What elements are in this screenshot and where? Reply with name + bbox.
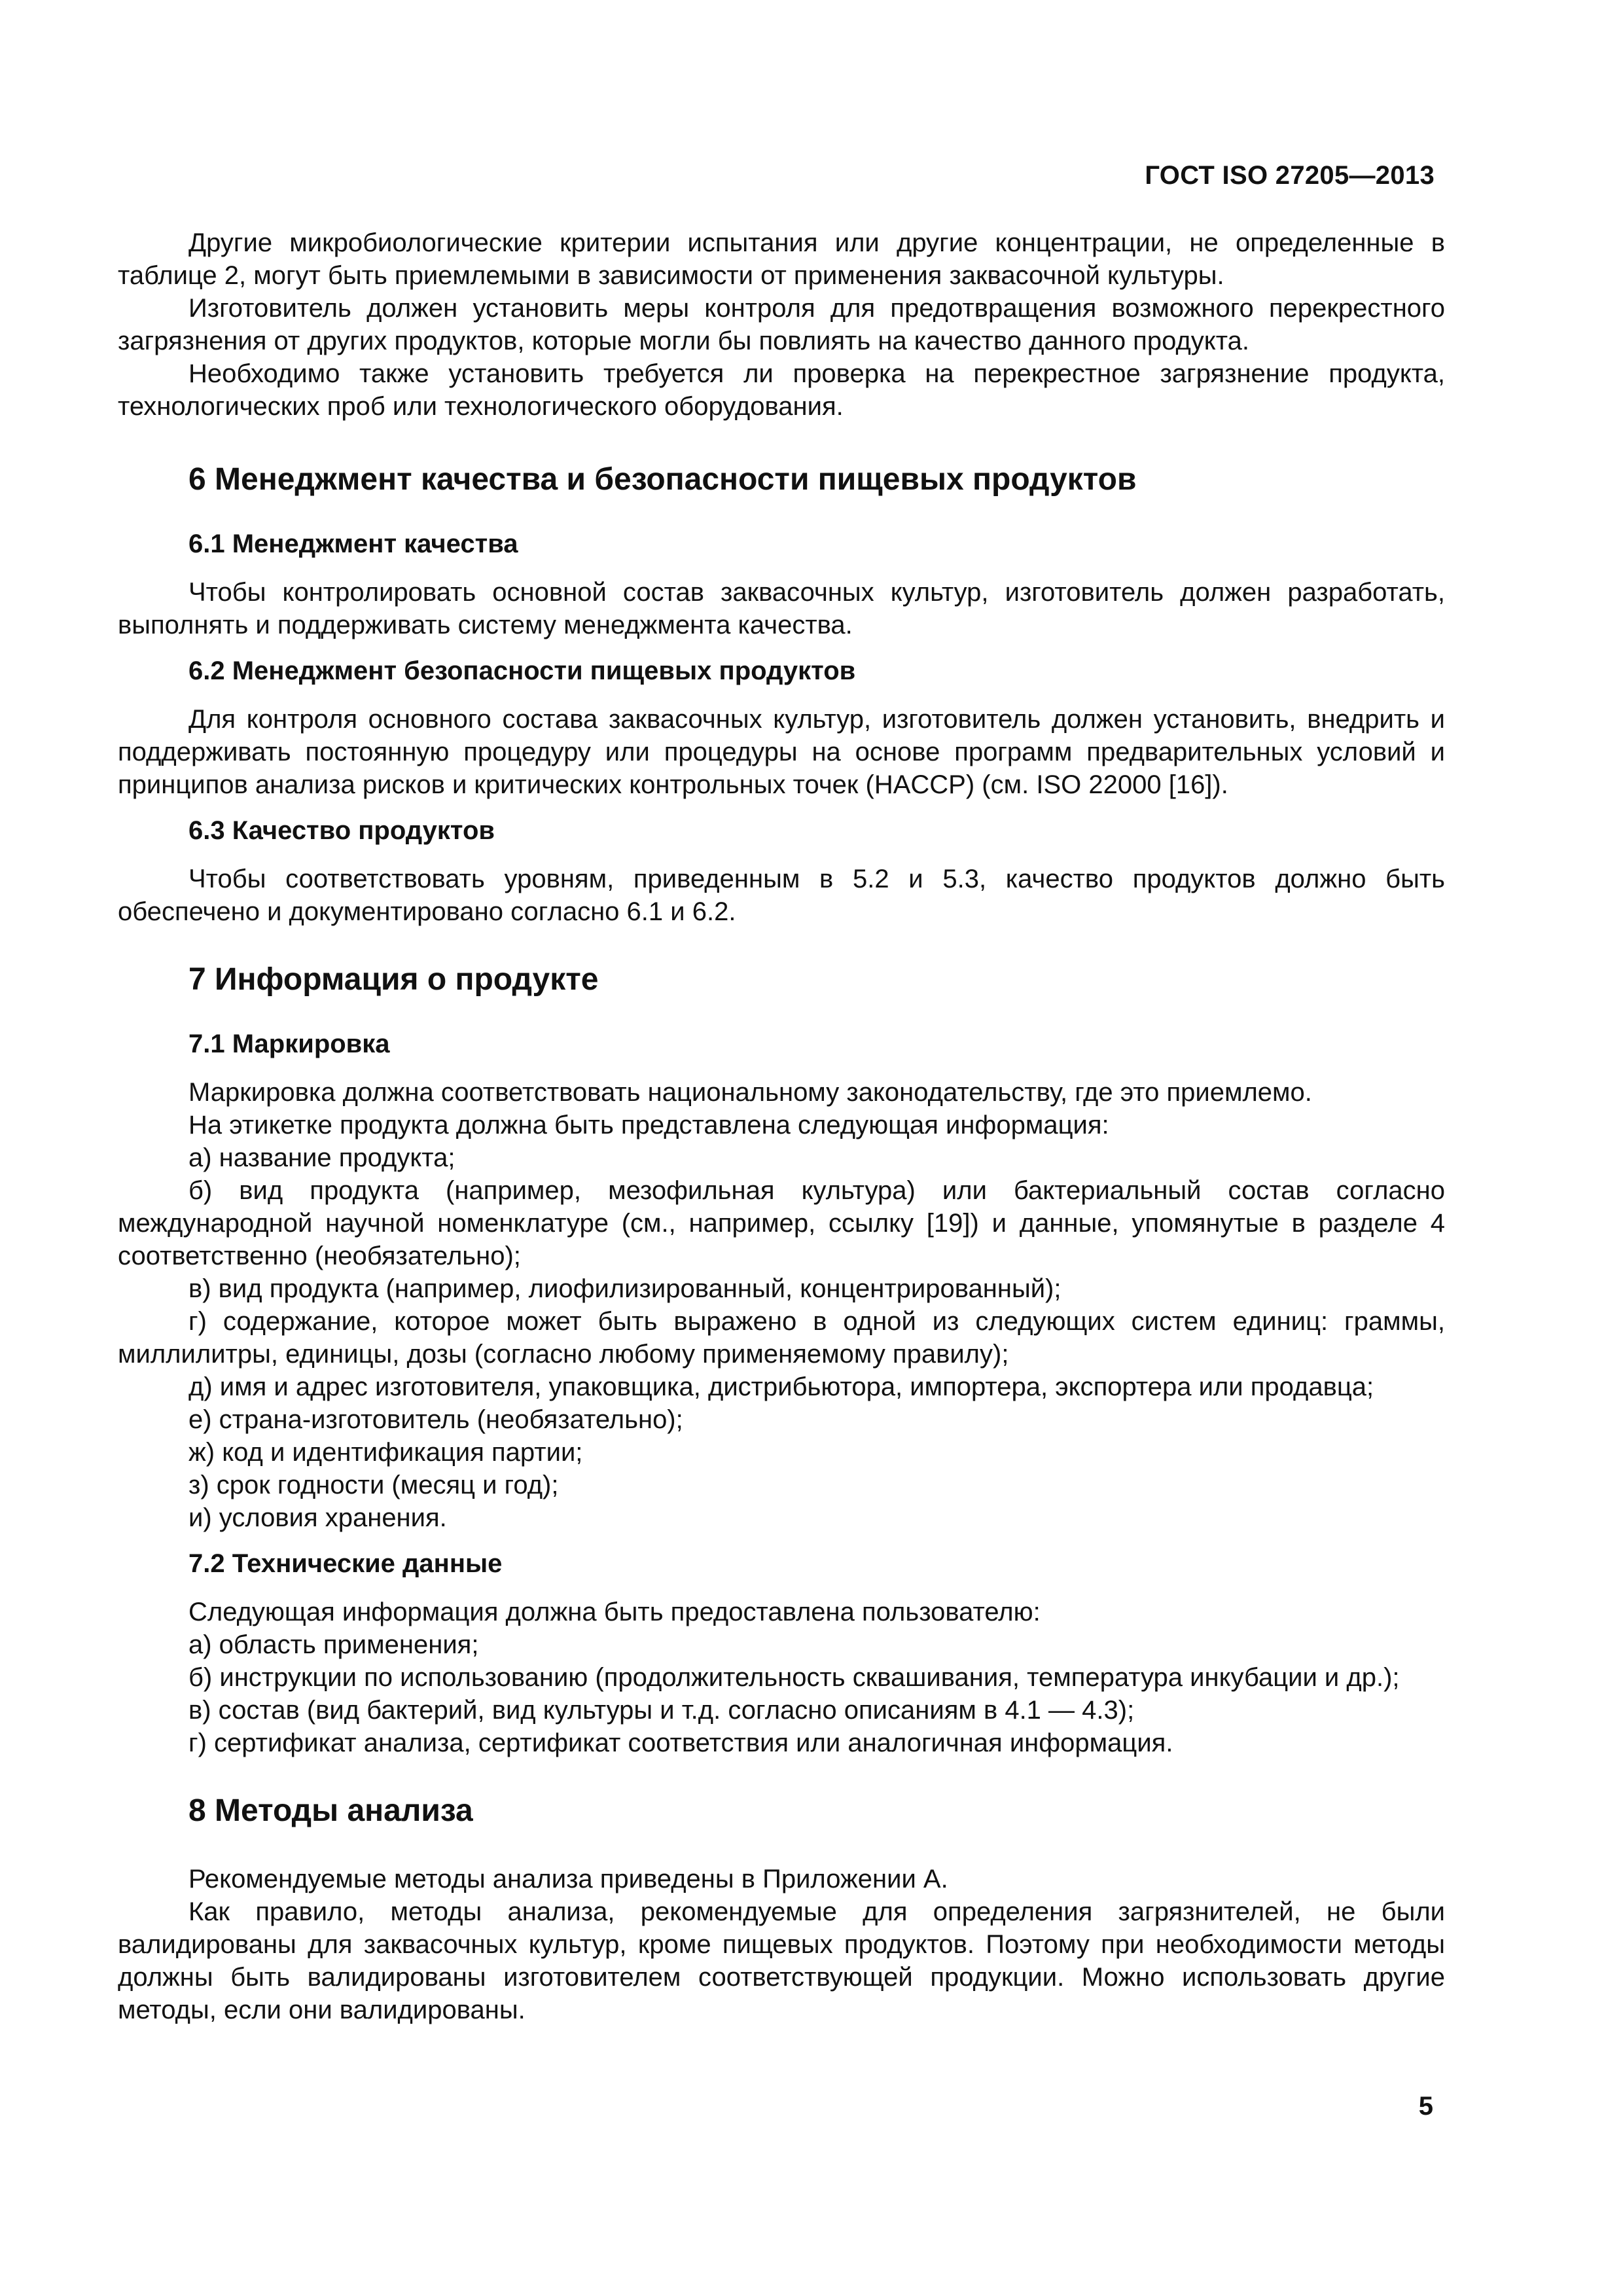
section-7-1-paragraph-2: На этикетке продукта должна быть представлена следующая информация:	[188, 1111, 1109, 1139]
intro-paragraph-2: Изготовитель должен установить меры контроля для предотвращения возможного перекрестного загрязнения от других продуктов, которые могли бы повлиять на качество данного продукта.	[118, 294, 1445, 355]
section-6-title: 6 Менеджмент качества и безопасности пищевых продуктов	[188, 462, 1137, 497]
tech-data-item-a: а) область применения;	[188, 1630, 479, 1659]
tech-data-item-b: б) инструкции по использованию (продолжительность сквашивания, температура инкубации и др.);	[188, 1663, 1400, 1692]
marking-item-v: в) вид продукта (например, лиофилизированный, концентрированный);	[188, 1274, 1061, 1303]
tech-data-item-v: в) состав (вид бактерий, вид культуры и т.д. согласно описаниям в 4.1 — 4.3);	[188, 1696, 1135, 1725]
section-7-1-paragraph-1: Маркировка должна соответствовать национальному законодательству, где это приемлемо.	[188, 1078, 1312, 1107]
marking-item-a: а) название продукта;	[188, 1143, 455, 1172]
section-7-2-title: 7.2 Технические данные	[188, 1549, 503, 1578]
section-8-title: 8 Методы анализа	[188, 1793, 473, 1828]
section-6-1-text: Чтобы контролировать основной состав заквасочных культур, изготовитель должен разработать, выполнять и поддерживать систему менеджмента качества.	[118, 578, 1445, 639]
marking-item-e: е) страна-изготовитель (необязательно);	[188, 1405, 683, 1434]
marking-item-b: б) вид продукта (например, мезофильная культура) или бактериальный состав согласно международной научной номенклатуре (см., например, ссылку [19]) и данные, упомянутые в разделе 4 соответственно (необязательно);	[118, 1176, 1445, 1270]
section-7-2-paragraph-1: Следующая информация должна быть предоставлена пользователю:	[188, 1598, 1041, 1626]
tech-data-item-g: г) сертификат анализа, сертификат соответствия или аналогичная информация.	[188, 1729, 1173, 1757]
marking-item-g: г) содержание, которое может быть выражено в одной из следующих систем единиц: граммы, миллилитры, единицы, дозы (согласно любому применяемому правилу);	[118, 1307, 1445, 1369]
section-6-2-title: 6.2 Менеджмент безопасности пищевых продуктов	[188, 656, 856, 685]
marking-item-zh: ж) код и идентификация партии;	[188, 1438, 583, 1467]
marking-item-z: з) срок годности (месяц и год);	[188, 1471, 559, 1499]
section-6-1-title: 6.1 Менеджмент качества	[188, 529, 518, 558]
page-number: 5	[1418, 2092, 1433, 2121]
section-6-3-title: 6.3 Качество продуктов	[188, 816, 495, 845]
document-code-header: ГОСТ ISO 27205—2013	[1145, 161, 1435, 190]
intro-paragraph-1: Другие микробиологические критерии испытания или другие концентрации, не определенные в таблице 2, могут быть приемлемыми в зависимости от применения заквасочной культуры.	[118, 228, 1445, 290]
section-7-title: 7 Информация о продукте	[188, 962, 599, 997]
section-7-1-title: 7.1 Маркировка	[188, 1030, 390, 1058]
section-6-2-text: Для контроля основного состава заквасочных культур, изготовитель должен установить, внедрить и поддерживать постоянную процедуру или процедуры на основе программ предварительных условий и принципов анализа рисков и критических контрольных точек (HACCP) (см. ISO 22000 [16]).	[118, 705, 1445, 799]
intro-paragraph-3: Необходимо также установить требуется ли проверка на перекрестное загрязнение продукта, технологических проб или технологического оборудования.	[118, 359, 1445, 421]
section-8-paragraph-2: Как правило, методы анализа, рекомендуемые для определения загрязнителей, не были валидированы для заквасочных культур, кроме пищевых продуктов. Поэтому при необходимости методы должны быть валидированы изготовителем соответствующей продукции. Можно использовать другие методы, если они валидированы.	[118, 1897, 1445, 2024]
marking-item-i: и) условия хранения.	[188, 1503, 447, 1532]
marking-item-d: д) имя и адрес изготовителя, упаковщика, дистрибьютора, импортера, экспортера или продавца;	[188, 1372, 1374, 1401]
section-6-3-text: Чтобы соответствовать уровням, приведенным в 5.2 и 5.3, качество продуктов должно быть обеспечено и документировано согласно 6.1 и 6.2.	[118, 865, 1445, 926]
section-8-paragraph-1: Рекомендуемые методы анализа приведены в Приложении А.	[188, 1865, 948, 1893]
page-content	[118, 226, 1445, 2026]
